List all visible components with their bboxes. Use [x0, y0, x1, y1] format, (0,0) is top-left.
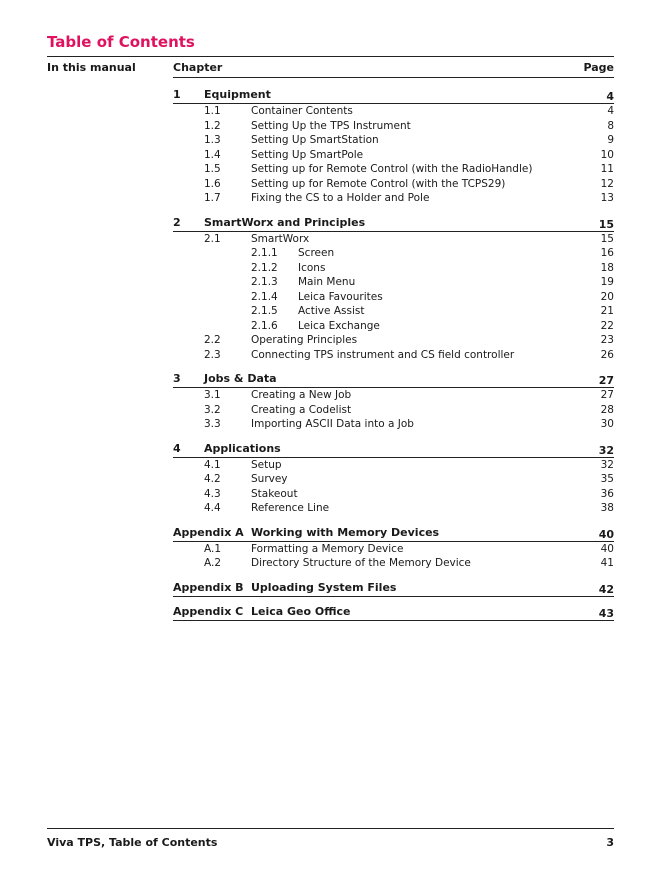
entry-page: 19	[600, 276, 614, 288]
section-entry[interactable]	[173, 501, 614, 516]
entry-number: 2.1.5	[251, 305, 278, 317]
chapter-number: Appendix A	[173, 525, 244, 539]
entry-number: 3.3	[204, 418, 221, 430]
entry-title: Survey	[251, 473, 288, 485]
entry-number: 2.1.3	[251, 276, 278, 288]
chapter-heading[interactable]	[173, 525, 614, 542]
section-entry[interactable]	[173, 148, 614, 163]
page-title: Table of Contents	[47, 33, 195, 51]
chapter-heading[interactable]	[173, 87, 614, 104]
chapter-heading[interactable]	[173, 215, 614, 232]
entry-title: Setting Up SmartStation	[251, 134, 379, 146]
section-entry[interactable]	[173, 232, 614, 247]
entry-page: 11	[600, 163, 614, 175]
chapter-heading[interactable]	[173, 580, 614, 597]
entry-title: Setting up for Remote Control (with the RadioHandle)	[251, 163, 533, 175]
chapter-title: Uploading System Files	[251, 580, 397, 594]
subsection-entry[interactable]	[173, 261, 614, 276]
entry-number: 4.3	[204, 487, 221, 500]
chapter-page: 43	[598, 606, 614, 620]
entry-number: 4.4	[204, 502, 221, 514]
subsection-entry[interactable]	[173, 290, 614, 305]
entry-title: Screen	[298, 247, 335, 259]
entry-page: 32	[600, 458, 614, 471]
entry-page: 20	[600, 290, 614, 303]
toc-header	[173, 60, 614, 78]
chapter-page: 27	[598, 374, 614, 387]
section-entry[interactable]	[173, 162, 614, 177]
section-entry[interactable]	[173, 348, 614, 363]
entry-number: 2.1.6	[251, 319, 278, 332]
chapter-block	[173, 525, 614, 571]
entry-number: 1.1	[204, 105, 221, 117]
chapter-title: SmartWorx and Principles	[204, 215, 366, 229]
chapter-block	[173, 215, 614, 363]
entry-number: 2.3	[204, 348, 221, 361]
entry-page: 8	[607, 119, 614, 132]
section-entry[interactable]	[173, 472, 614, 487]
entry-page: 12	[600, 177, 614, 190]
chapter-title: Leica Geo Office	[251, 604, 351, 618]
chapter-number: 4	[173, 441, 181, 455]
entry-title: Stakeout	[251, 487, 298, 500]
section-entry[interactable]	[173, 133, 614, 148]
chapter-page: 32	[598, 443, 614, 457]
chapter-page: 4	[606, 90, 614, 103]
entry-page: 27	[600, 389, 614, 401]
chapter-column-header: Chapter	[173, 61, 223, 74]
chapter-title: Equipment	[204, 88, 271, 101]
section-entry[interactable]	[173, 333, 614, 348]
chapter-block	[173, 87, 614, 206]
footer-title: Viva TPS, Table of Contents	[47, 836, 218, 849]
entry-title: Leica Exchange	[298, 319, 380, 332]
chapter-page: 15	[598, 217, 614, 231]
chapter-title: Working with Memory Devices	[251, 525, 440, 539]
entry-number: 2.1	[204, 232, 221, 245]
entry-number: A.2	[204, 557, 222, 569]
entry-number: 4.2	[204, 473, 221, 485]
top-divider	[47, 56, 614, 57]
section-entry[interactable]	[173, 458, 614, 473]
entry-number: 1.4	[204, 148, 221, 161]
chapter-number: 3	[173, 372, 181, 385]
chapter-title: Applications	[204, 441, 281, 455]
subsection-entry[interactable]	[173, 319, 614, 334]
section-entry[interactable]	[173, 104, 614, 119]
chapter-block	[173, 604, 614, 621]
subsection-entry[interactable]	[173, 304, 614, 319]
entry-title: Container Contents	[251, 105, 353, 117]
chapter-page: 42	[598, 582, 614, 596]
entry-page: 4	[607, 105, 614, 117]
entry-page: 30	[600, 418, 614, 430]
entry-page: 9	[607, 134, 614, 146]
chapter-block	[173, 580, 614, 597]
entry-number: 2.2	[204, 334, 221, 346]
entry-title: Creating a Codelist	[251, 403, 352, 416]
table-of-contents	[173, 60, 614, 621]
footer-divider	[47, 828, 614, 829]
chapter-heading[interactable]	[173, 441, 614, 458]
entry-page: 15	[600, 232, 614, 245]
entry-title: Directory Structure of the Memory Device	[251, 557, 471, 569]
entry-number: 1.6	[204, 177, 221, 190]
section-entry[interactable]	[173, 177, 614, 192]
section-entry[interactable]	[173, 487, 614, 502]
entry-title: Reference Line	[251, 502, 330, 514]
entry-page: 41	[600, 557, 614, 569]
chapter-number: 1	[173, 88, 181, 101]
section-entry[interactable]	[173, 388, 614, 403]
entry-page: 28	[600, 403, 614, 416]
entry-page: 38	[600, 502, 614, 514]
chapter-number: 2	[173, 215, 181, 229]
chapter-block	[173, 371, 614, 432]
section-entry[interactable]	[173, 119, 614, 134]
entry-title: Active Assist	[298, 305, 365, 317]
section-entry[interactable]	[173, 417, 614, 432]
entry-title: Setting up for Remote Control (with the TCPS29)	[251, 177, 506, 190]
entry-title: Setting Up the TPS Instrument	[251, 119, 411, 132]
entry-title: Connecting TPS instrument and CS field controller	[251, 348, 515, 361]
entry-number: 1.7	[204, 192, 221, 204]
page-column-header: Page	[583, 61, 614, 74]
entry-number: 3.1	[204, 389, 221, 401]
chapter-heading[interactable]	[173, 371, 614, 388]
page-number: 3	[606, 836, 614, 849]
entry-title: Importing ASCII Data into a Job	[251, 418, 414, 430]
entry-title: Setting Up SmartPole	[251, 148, 364, 161]
entry-title: Operating Principles	[251, 334, 358, 346]
entry-page: 21	[600, 305, 614, 317]
subsection-entry[interactable]	[173, 246, 614, 261]
chapter-page: 40	[598, 527, 614, 541]
entry-title: Leica Favourites	[298, 290, 383, 303]
entry-number: A.1	[204, 542, 222, 555]
entry-page: 10	[600, 148, 614, 161]
side-label: In this manual	[47, 61, 136, 74]
entry-title: Formatting a Memory Device	[251, 542, 404, 555]
chapter-block	[173, 441, 614, 516]
entry-title: Setup	[251, 458, 282, 471]
entry-page: 16	[600, 247, 614, 259]
entry-title: Main Menu	[298, 276, 356, 288]
entry-number: 2.1.4	[251, 290, 278, 303]
entry-page: 36	[600, 487, 614, 500]
section-entry[interactable]	[173, 403, 614, 418]
subsection-entry[interactable]	[173, 275, 614, 290]
chapter-heading[interactable]	[173, 604, 614, 621]
entry-title: Fixing the CS to a Holder and Pole	[251, 192, 430, 204]
entry-page: 18	[600, 261, 614, 274]
entry-title: Icons	[298, 261, 326, 274]
entry-page: 40	[600, 542, 614, 555]
entry-number: 3.2	[204, 403, 221, 416]
chapter-number: Appendix B	[173, 580, 244, 594]
entry-number: 1.5	[204, 163, 221, 175]
entry-page: 22	[600, 319, 614, 332]
section-entry[interactable]	[173, 556, 614, 571]
entry-number: 1.2	[204, 119, 221, 132]
entry-number: 2.1.2	[251, 261, 278, 274]
entry-title: Creating a New Job	[251, 389, 352, 401]
entry-page: 23	[600, 334, 614, 346]
entry-number: 2.1.1	[251, 247, 278, 259]
chapter-list	[173, 87, 614, 621]
section-entry[interactable]	[173, 542, 614, 557]
entry-page: 26	[600, 348, 614, 361]
chapter-number: Appendix C	[173, 604, 244, 618]
entry-number: 1.3	[204, 134, 221, 146]
section-entry[interactable]	[173, 191, 614, 206]
entry-page: 35	[600, 473, 614, 485]
chapter-title: Jobs & Data	[204, 372, 277, 385]
entry-number: 4.1	[204, 458, 221, 471]
entry-page: 13	[600, 192, 614, 204]
entry-title: SmartWorx	[251, 232, 310, 245]
